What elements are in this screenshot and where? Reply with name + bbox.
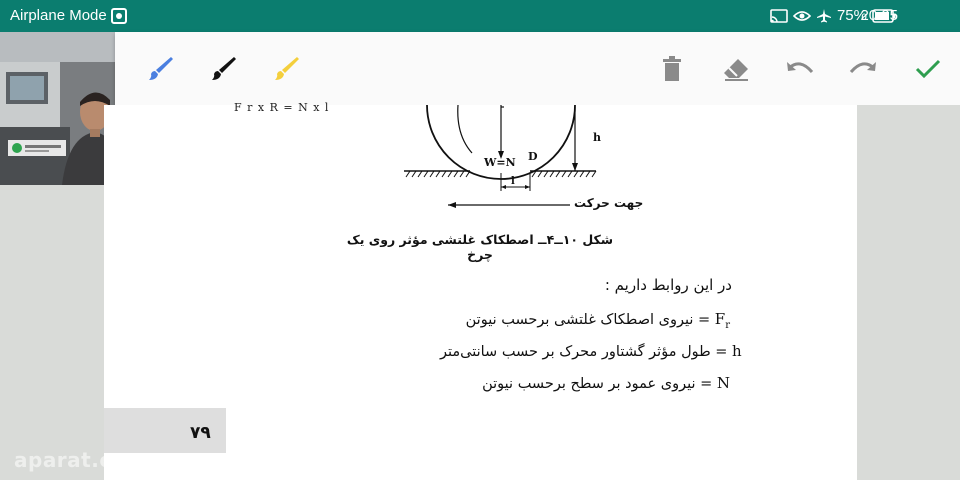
label-h: h [593, 131, 601, 144]
redo-button[interactable] [846, 52, 880, 86]
label-weight-normal: W=N [484, 156, 516, 169]
formula-fragment: F r x R = N x l [234, 101, 330, 114]
undo-icon [785, 58, 815, 80]
blue-brush-button[interactable] [143, 52, 177, 86]
trash-icon [660, 56, 684, 82]
black-brush-button[interactable] [206, 52, 240, 86]
eye-comfort-icon [793, 9, 811, 23]
airplane-icon [816, 8, 832, 24]
airplane-mode-label: Airplane Mode [10, 7, 107, 24]
label-l: l [511, 176, 515, 187]
definition-symbol: h [732, 342, 742, 360]
definition-subscript: r [725, 319, 730, 331]
cast-icon [770, 8, 788, 24]
figure-caption: شکل ۱۰ــ۴ــ اصطکاک غلتشی مؤثر روی یک چرخ [346, 232, 614, 262]
check-icon [914, 57, 942, 81]
redo-icon [848, 58, 878, 80]
status-bar [0, 0, 960, 32]
brush-icon [208, 54, 238, 84]
definition-text: نیروی عمود بر سطح برحسب نیوتن [482, 376, 696, 392]
watermark: aparat.com [14, 448, 148, 472]
right-margin [857, 105, 960, 480]
definition-text: طول مؤثر گشتاور محرک بر حسب سانتی‌متر [440, 344, 711, 360]
definition-symbol: N [716, 374, 730, 392]
definition-symbol: F [714, 310, 726, 328]
annotation-toolbar [115, 32, 960, 105]
webcam-overlay [0, 32, 115, 185]
label-direction: جهت حرکت [574, 196, 644, 210]
delete-button[interactable] [655, 52, 689, 86]
eraser-icon [722, 56, 750, 82]
clock: 20:05 [860, 7, 898, 24]
done-button[interactable] [911, 52, 945, 86]
battery-percent: 75% [836, 7, 867, 24]
yellow-brush-button[interactable] [269, 52, 303, 86]
screen-record-icon [111, 8, 127, 24]
left-margin [0, 185, 104, 480]
page-number: ۷۹ [190, 423, 211, 443]
label-point-d: D [528, 150, 538, 163]
definition-row: نیروی اصطکاک غلتشی برحسب نیوتن = $F_r$ [465, 310, 730, 331]
undo-button[interactable] [783, 52, 817, 86]
brush-icon [271, 54, 301, 84]
definition-row: نیروی عمود بر سطح برحسب نیوتن = N [482, 374, 730, 392]
eraser-button[interactable] [719, 52, 753, 86]
definition-row: طول مؤثر گشتاور محرک بر حسب سانتی‌متر = h [440, 342, 742, 360]
definition-text: نیروی اصطکاک غلتشی برحسب نیوتن [465, 312, 694, 328]
intro-text: در این روابط داریم : [604, 276, 732, 294]
brush-icon [145, 54, 175, 84]
